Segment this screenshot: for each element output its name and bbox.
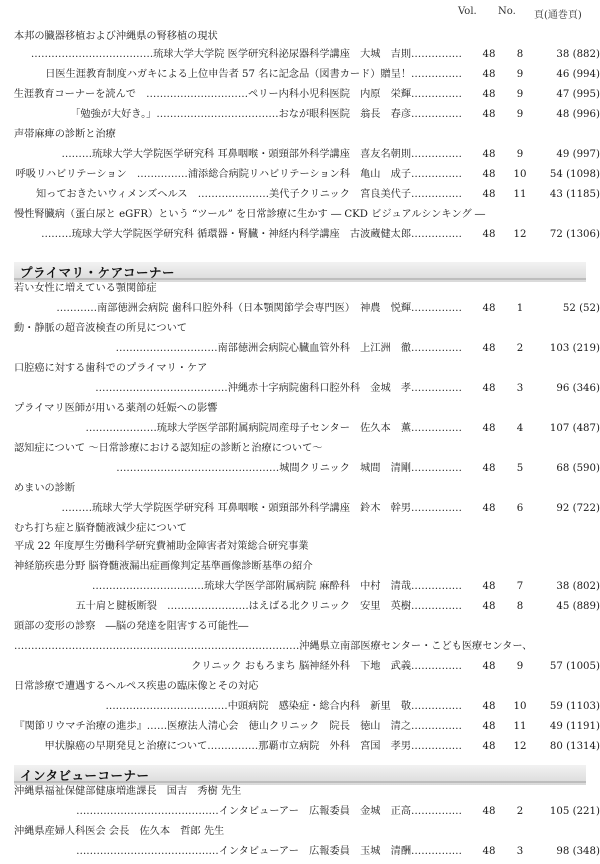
entry-author: クリニック おもろまち 脳神経外科 下地 武義…………… [191,661,462,672]
entry-number: 10 [513,169,527,180]
entry-page: 45 (889) [556,601,600,612]
entry-page: 49 (997) [556,149,600,160]
entry-number: 3 [516,846,524,857]
entry-number: 11 [513,721,527,732]
entry-author: …………南部徳洲会病院 歯科口腔外科（日本顎関節学会専門医） 神農 悦輝…………… [56,303,462,314]
entry-number: 6 [516,503,524,514]
entry-number: 5 [516,463,524,474]
entry-title: 日常診療で遭遇するヘルペス疾患の臨床像とその対応 [14,681,259,692]
entry-author: ……………………………琉球大学医学部附属病院 麻酔科 中村 清哉…………… [92,581,462,592]
vol-column-header: Vol. [458,6,477,17]
entry-volume: 48 [482,229,496,240]
entry-page: 38 (882) [556,49,600,60]
entry-volume: 48 [482,189,496,200]
entry-page: 103 (219) [549,343,600,354]
entry-number: 9 [516,149,524,160]
entry-page: 38 (802) [556,581,600,592]
entry-author: ………………………………琉球大学大学院 医学研究科泌尿器科学講座 大城 吉則…………… [30,49,462,60]
entry-volume: 48 [482,463,496,474]
entry-number: 11 [513,189,527,200]
entry-volume: 48 [482,721,496,732]
entry-number: 4 [516,423,524,434]
entry-volume: 48 [482,69,496,80]
entry-page: 48 (996) [556,109,600,120]
entry-page: 57 (1005) [549,661,600,672]
entry-volume: 48 [482,661,496,672]
entry-volume: 48 [482,343,496,354]
entry-volume: 48 [482,169,496,180]
entry-title: むち打ち症と脳脊髄液減少症について [14,523,187,534]
entry-volume: 48 [482,423,496,434]
entry-page: 98 (348) [556,846,600,857]
entry-page: 59 (1103) [549,701,600,712]
entry-title: 声帯麻痺の診断と治療 [14,129,116,140]
entry-author: ………………………………中頭病院 感染症・総合内科 新里 敬…………… [105,701,462,712]
entry-number: 8 [516,49,524,60]
entry-author: ………琉球大学大学院医学研究科 耳鼻咽喉・頭頸部外科学講座 鈴木 幹男…………… [61,503,462,514]
entry-number: 3 [516,383,524,394]
entry-title: プライマリ医師が用いる薬剤の妊娠への影響 [14,403,218,414]
entry-volume: 48 [482,581,496,592]
page-column-header: 頁(通巻頁) [534,10,582,21]
entry-volume: 48 [482,303,496,314]
entry-volume: 48 [482,846,496,857]
entry-volume: 48 [482,601,496,612]
entry-author: ………琉球大学大学院医学研究科 耳鼻咽喉・頭頸部外科学講座 喜友名朝則…………… [61,149,462,160]
entry-author: ……………………………………インタビューアー 広報委員 玉城 清酬…………… [76,846,462,857]
entry-number: 12 [513,741,527,752]
entry-author: 生涯教育コーナーを読んで …………………………ペリー内科小児科医院 内原 栄輝…………… [13,89,462,100]
entry-page: 47 (995) [556,89,600,100]
no-column-header: No. [498,6,516,17]
entry-number: 8 [516,601,524,612]
entry-number: 2 [516,806,524,817]
entry-page: 80 (1314) [549,741,600,752]
entry-volume: 48 [482,149,496,160]
entry-volume: 48 [482,383,496,394]
entry-number: 10 [513,701,527,712]
entry-author: 『関節リウマチ治療の進歩』……医療法人清心会 徳山クリニック 院長 徳山 清之…………… [14,721,462,732]
entry-author: 「勉強が大好き。」………………………………おなが眼科医院 翁長 春彦…………… [70,109,462,120]
entry-volume: 48 [482,109,496,120]
entry-title: …………………………………………………………………………沖縄県立南部医療センター・こども医療センター、 [14,641,533,652]
entry-title: 沖縄県産婦人科医会 会長 佐久本 哲郎 先生 [14,826,225,837]
entry-volume: 48 [482,806,496,817]
entry-title: 本邦の臓器移植および沖縄県の腎移植の現状 [14,31,218,42]
entry-author: 知っておきたいウィメンズヘルス …………………美代子クリニック 宮良美代子…………… [35,189,462,200]
entry-volume: 48 [482,89,496,100]
entry-volume: 48 [482,701,496,712]
entry-author: 五十肩と腱板断裂 ……………………はえばる北クリニック 安里 英樹…………… [75,601,462,612]
entry-author: ……………………………………インタビューアー 広報委員 金城 正高…………… [76,806,462,817]
entry-title: 認知症について ～日常診療における認知症の診断と治療について～ [14,443,323,454]
entry-number: 9 [516,89,524,100]
entry-author: …………………琉球大学医学部附属病院周産母子センター 佐久本 薫…………… [85,423,462,434]
entry-page: 46 (994) [556,69,600,80]
entry-author: ………琉球大学大学院医学研究科 循環器・腎臓・神経内科学講座 古波蔵健太郎…………… [41,229,462,240]
entry-number: 9 [516,661,524,672]
entry-author: …………………………………………城間クリニック 城間 清剛…………… [116,463,462,474]
entry-number: 2 [516,343,524,354]
entry-title: 沖縄県福祉保健部健康増進課長 国吉 秀樹 先生 [14,786,242,797]
entry-author: …………………………南部徳洲会病院心臓血管外科 上江洲 徹…………… [115,343,462,354]
entry-author: …………………………………沖縄赤十字病院歯科口腔外科 金城 孝…………… [95,383,462,394]
entry-number: 12 [513,229,527,240]
entry-page: 96 (346) [556,383,600,394]
entry-title: 頭部の変形の診察 ―脳の発達を阻害する可能性― [14,621,249,632]
entry-page: 72 (1306) [549,229,600,240]
entry-volume: 48 [482,741,496,752]
section-label: インタビューコーナー [20,768,150,783]
entry-volume: 48 [482,49,496,60]
entry-author: 呼吸リハビリテーション ……………浦添総合病院リハビリテーション科 亀山 成子…………… [15,169,462,180]
entry-page: 52 (52) [562,303,600,314]
entry-page: 92 (722) [556,503,600,514]
entry-title: めまいの診断 [14,483,76,494]
entry-title: 神経筋疾患分野 脳脊髄液漏出症画像判定基準画像診断基準の紹介 [14,561,313,572]
section-header-interview [14,765,586,785]
entry-number: 1 [516,303,524,314]
entry-number: 9 [516,109,524,120]
entry-title: 若い女性に増えている顎関節症 [14,283,157,294]
entry-author: 日医生涯教育制度ハガキによる上位申告者 57 名に記念品（図書カード）贈呈！…………… [45,69,462,80]
entry-title: 慢性腎臓病（蛋白尿と eGFR）という “ツール” を日常診療に生かす ― CKD ビジュアルシンキング ― [14,209,486,220]
entry-title: 口腔癌に対する歯科でのプライマリ・ケア [14,363,208,374]
entry-page: 43 (1185) [549,189,600,200]
entry-author: 甲状腺癌の早期発見と治療について……………那覇市立病院 外科 宮国 孝男…………… [44,741,462,752]
entry-title: 平成 22 年度厚生労働科学研究費補助金障害者対策総合研究事業 [14,541,309,552]
entry-title: 動・静脈の超音波検査の所見について [14,323,187,334]
section-label: プライマリ・ケアコーナー [20,265,176,280]
section-header-primary-care [14,262,586,282]
entry-number: 9 [516,69,524,80]
entry-page: 68 (590) [556,463,600,474]
entry-page: 54 (1098) [549,169,600,180]
entry-page: 49 (1191) [549,721,600,732]
entry-page: 105 (221) [549,806,600,817]
entry-number: 7 [516,581,524,592]
entry-page: 107 (487) [549,423,600,434]
entry-volume: 48 [482,503,496,514]
